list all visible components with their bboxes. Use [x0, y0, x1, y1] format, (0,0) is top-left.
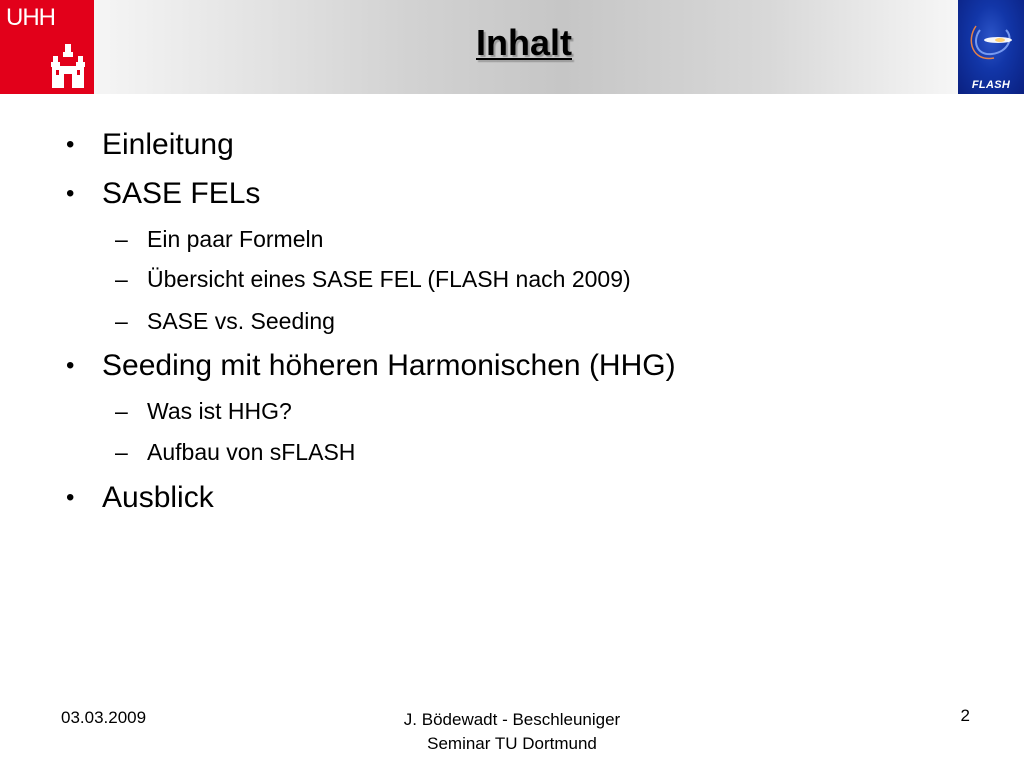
footer-author-line: J. Bödewadt - Beschleuniger	[403, 710, 621, 729]
footer-date: 03.03.2009	[61, 708, 147, 727]
outline-item-text: Was ist HHG?	[147, 398, 292, 424]
outline-item-text: Ein paar Formeln	[147, 226, 324, 252]
footer-author-event	[362, 708, 662, 756]
dash-marker: –	[115, 398, 128, 424]
dash-marker: –	[115, 439, 128, 465]
outline-subitem-uebersicht	[115, 265, 631, 293]
outline-subitem-aufbau-sflash	[115, 438, 356, 466]
outline-item-text: Übersicht eines SASE FEL (FLASH nach 2009)	[147, 266, 631, 292]
bullet-marker: •	[66, 484, 75, 511]
slide-title: Inhalt	[476, 22, 572, 63]
outline-item-text: SASE vs. Seeding	[147, 308, 335, 334]
bullet-marker: •	[66, 180, 75, 207]
outline-item-text: SASE FELs	[102, 177, 261, 210]
footer-event-line: Seminar TU Dortmund	[427, 734, 597, 753]
outline-item-text: Aufbau von sFLASH	[147, 439, 356, 465]
uhh-logo-text: UHH	[6, 4, 55, 31]
outline-subitem-formeln	[115, 225, 324, 253]
flash-logo-text: FLASH	[971, 79, 1011, 91]
outline-item-sase-fels	[66, 176, 261, 212]
outline-item-seeding-hhg	[66, 348, 676, 384]
outline-item-ausblick	[66, 480, 214, 516]
outline-subitem-sase-vs-seeding	[115, 307, 335, 335]
outline-item-text: Seeding mit höheren Harmonischen (HHG)	[102, 349, 676, 382]
outline-item-text: Einleitung	[102, 128, 234, 161]
dash-marker: –	[115, 226, 128, 252]
dash-marker: –	[115, 266, 128, 292]
dash-marker: –	[115, 308, 128, 334]
outline-item-text: Ausblick	[102, 481, 214, 514]
bullet-marker: •	[66, 131, 75, 158]
bullet-marker: •	[66, 352, 75, 379]
outline-item-einleitung	[66, 127, 234, 163]
page-number: 2	[960, 706, 970, 725]
outline-subitem-was-ist-hhg	[115, 397, 292, 425]
